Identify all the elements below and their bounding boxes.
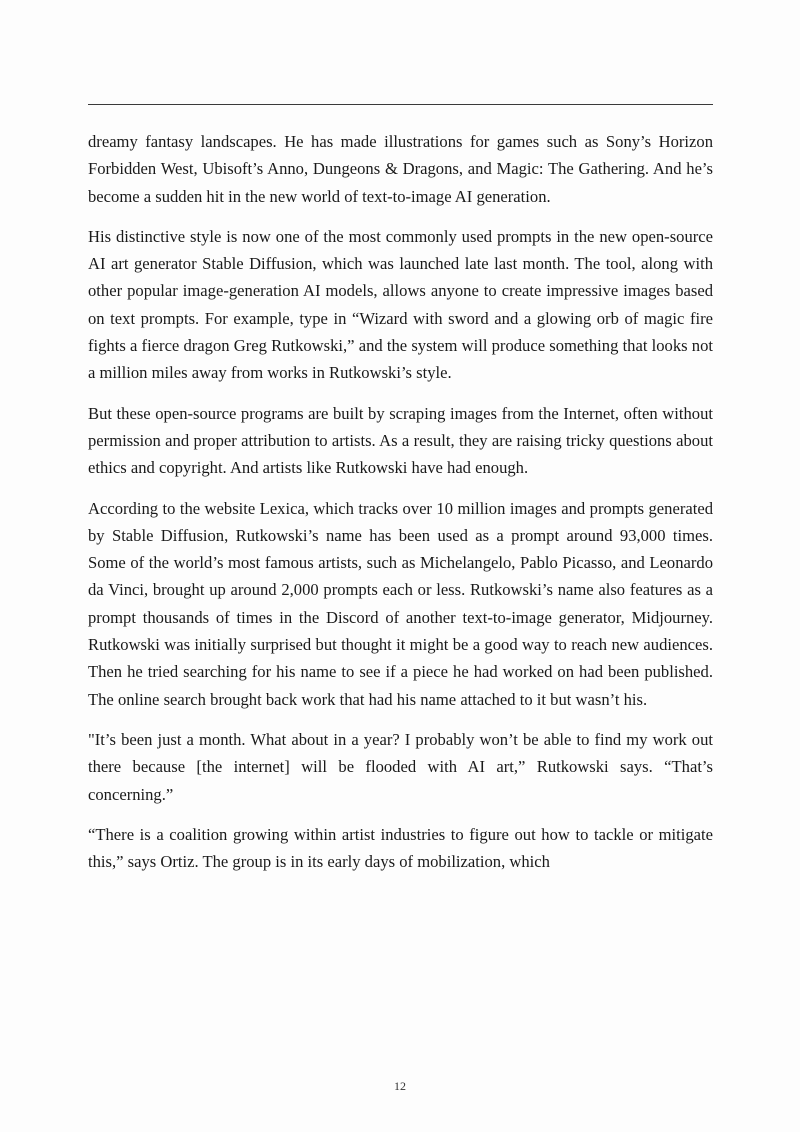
paragraph-4: According to the website Lexica, which tracks over 10 million images and prompts generated by Stable Diffusion, Rutkowski’s name has been used as a prompt around 93,000 times. Some of the world’s most famous artists, such as Michelangelo, Pablo Picasso, and Leonardo da Vinci, brought up around 2,000 prompts each or less. Rutkowski’s name also features as a prompt thousands of times in the Discord of another text-to-image generator, Midjourney. Rutkowski was initially surprised but thought it might be a good way to reach new audiences. Then he tried searching for his name to see if a piece he had worked on had been published. The online search brought back work that had his name attached to it but wasn’t his.: [88, 498, 713, 709]
body-text: [88, 128, 713, 888]
paragraph-2: His distinctive style is now one of the most commonly used prompts in the new open-source AI art generator Stable Diffusion, which was launched late last month. The tool, along with other popular image-generation AI models, allows anyone to create impressive images based on text prompts. For example, type in “Wizard with sword and a glowing orb of magic fire fights a fierce dragon Greg Rutkowski,” and the system will produce something that looks not a million miles away from works in Rutkowski’s style.: [88, 226, 713, 383]
paragraph-5: "It’s been just a month. What about in a year? I probably won’t be able to find my work out there because [the internet] will be flooded with AI art,” Rutkowski says. “That’s concerning.”: [88, 729, 713, 804]
paragraph-1: dreamy fantasy landscapes. He has made illustrations for games such as Sony’s Horizon Forbidden West, Ubisoft’s Anno, Dungeons & Dragons, and Magic: The Gathering. And he’s become a sudden hit in the new world of text-to-image AI generation.: [88, 132, 713, 206]
paragraph-6: “There is a coalition growing within artist industries to figure out how to tackle or mitigate this,” says Ortiz. The group is in its early days of mobilization, which: [88, 824, 713, 872]
header-rule: [88, 104, 713, 105]
paragraph-3: But these open-source programs are built by scraping images from the Internet, often without permission and proper attribution to artists. As a result, they are raising tricky questions about ethics and copyright. And artists like Rutkowski have had enough.: [88, 403, 713, 478]
page-number: 12: [394, 1079, 406, 1093]
